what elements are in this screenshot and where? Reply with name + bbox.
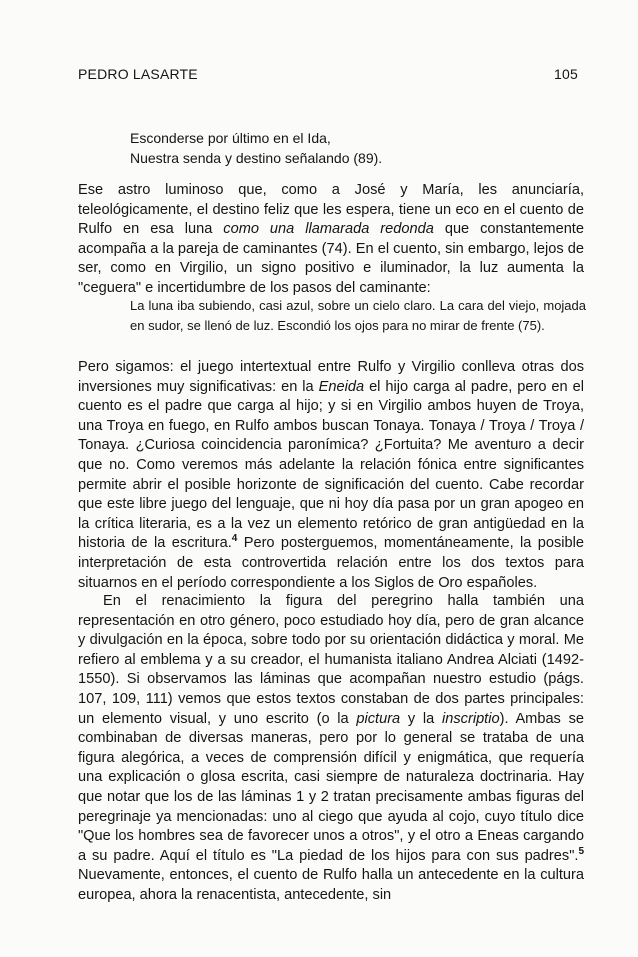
footnote-marker-4: 4 (231, 533, 238, 545)
footnote-marker-5: 5 (578, 845, 584, 857)
block-quote: La luna iba subiendo, casi azul, sobre un cielo claro. La cara del viejo, mojada en sudor, se llenó de luz. Escondió los ojos para no mirar de frente (75). (130, 298, 586, 333)
paragraph-3-italic-pictura: pictura (356, 710, 401, 727)
paragraph-1 (78, 181, 584, 299)
verse-line-1: Esconderse por último en el Ida, (130, 130, 331, 146)
paragraph-3-italic-inscriptio: inscriptio (442, 710, 500, 727)
paragraph-3 (78, 592, 584, 906)
paragraph-3-text-b: y la (400, 710, 443, 727)
paragraph-1-text-b: que constantemente acompaña a la pareja de caminantes (74). En el cuento, sin embargo, lejos de ser, como en Virgilio, un signo positivo e iluminador, la luz aumenta la "ceguera" e incertidumbre de los pasos del caminante: (78, 221, 584, 296)
paragraph-3-text-a: En el renacimiento la figura del peregrino halla también una representación en otro género, poco estudiado hoy día, pero de gran alcance y divulgación en la época, sobre todo por su orientación didáctica y moral. Me refiero al emblema y a su creador, el humanista italiano Andrea Alciati (1492-1550). Si observamos las láminas que acompañan nuestro estudio (págs. 107, 109, 111) vemos que estos textos constaban de dos partes principales: un elemento visual, y uno escrito (o la (78, 593, 584, 727)
running-head-author: PEDRO LASARTE (78, 66, 198, 82)
paragraph-2-italic-title: Eneida (318, 378, 365, 395)
paragraph-2 (78, 358, 584, 593)
paragraph-3-text-d: Nuevamente, entonces, el cuento de Rulfo halla un antecedente en la cultura europea, ahora la renacentista, antecedente, sin (78, 867, 584, 903)
paragraph-1-text-a: Ese astro luminoso que, como a José y María, les anunciaría, teleológicamente, el destino feliz que les espera, tiene un eco en el cuento de Rulfo en esa luna (78, 182, 584, 238)
paragraph-2-text-b: el hijo carga al padre, pero en el cuento es el padre que carga al hijo; y si en Virgilio ambos huyen de Troya, una Troya en fuego, en Rulfo ambos buscan Tonaya. Tonaya / Troya / Troya / Tonaya. ¿Curiosa coincidencia paronímica? ¿Fortuita? Me aventuro a decir que no. Como veremos más adelante la relación fónica entre significantes permite abrir el posible horizonte de significación del cuento. Cabe recordar que este libre juego del lenguaje, que ni hoy día pasa por un gran apogeo en la crítica literaria, es a la vez un elemento retórico de gran antigüedad en la historia de la escritura. (78, 378, 584, 552)
page-number: 105 (554, 66, 578, 82)
paragraph-2-text-c: Pero posterguemos, momentáneamente, la posible interpretación de esta controvertida relación entre los dos textos para situarnos en el período correspondiente a los Siglos de Oro españoles. (78, 535, 584, 591)
running-head (78, 66, 578, 82)
paragraph-3-text-c: ). Ambas se combinaban de diversas maneras, pero por lo general se trataba de una figura alegórica, a veces de comprensión difícil y enigmática, que requería una explicación o glosa escrita, casi siempre de naturaleza doctrinaria. Hay que notar que los de las láminas 1 y 2 tratan precisamente ambas figuras del peregrinaje ya mencionadas: uno al ciego que ayuda al cojo, cuyo título dice "Que los hombres sea de favorecer unos a otros", y el otro a Eneas cargando a su padre. Aquí el título es "La piedad de los hijos para con sus padres". (78, 710, 584, 864)
paragraph-1-italic-phrase: como una llamarada redonda (223, 221, 434, 238)
verse-line-2: Nuestra senda y destino señalando (89). (130, 150, 383, 166)
paragraph-2-text-a: Pero sigamos: el juego intertextual entre Rulfo y Virgilio conlleva otras dos inversiones muy significativas: en la (78, 359, 584, 395)
verse-quotation (130, 128, 382, 168)
